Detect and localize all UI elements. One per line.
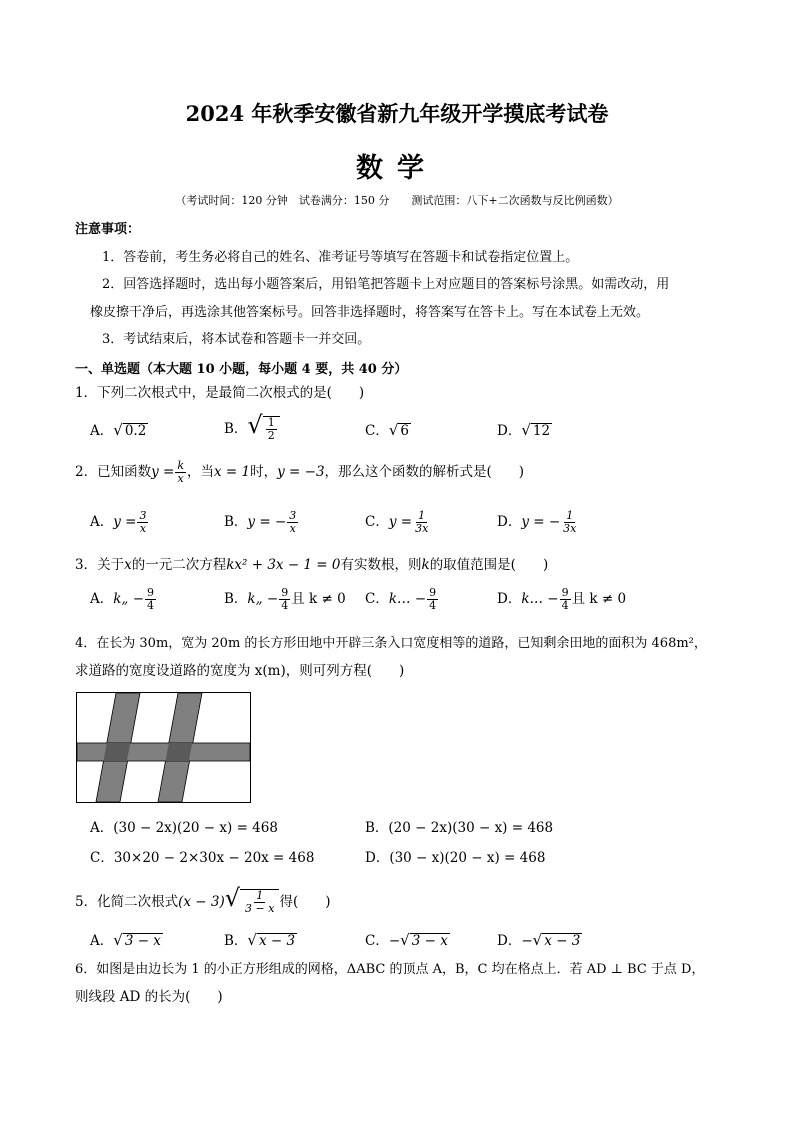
q2-option-d: D．y = − $\frac{1}{3x}$ xyxy=(497,509,577,535)
note-item: 橡皮擦干净后，再选涂其他答案标号。回答非选择题时，将答案写在答卡上。写在本试卷上无效。 xyxy=(90,305,650,320)
q5-option-c: C．−√ 3 − x xyxy=(365,931,448,949)
notes-heading: 注意事项： xyxy=(75,222,141,237)
road-overlap-1 xyxy=(104,743,131,761)
horizontal-road xyxy=(77,743,250,761)
q5-option-b: B．√ x − 3 xyxy=(224,931,296,949)
q2-option-a: A．y = $\frac{3}{x}$ xyxy=(90,509,147,535)
q4-option-d: D．(30 − x)(20 − x) = 468 xyxy=(365,850,546,866)
q4-option-c: C．30×20 − 2×30x − 20x = 468 xyxy=(90,850,315,866)
question-4-line1: 4．在长为 30m，宽为 20m 的长方形田地中开辟三条入口宽度相等的道路，已知剩余田地的面积为 468m²， xyxy=(75,636,707,651)
subject-title: 数学 xyxy=(356,153,438,184)
q1-option-b: B．√ $\frac{1}{2}$ xyxy=(224,411,280,442)
q1-option-a: A．√ 0.2 xyxy=(90,421,147,439)
section-heading: 一、单选题（本大题 10 小题，每小题 4 要，共 40 分） xyxy=(75,362,408,377)
question-5-stem: 5．化简二次根式(x − 3)√ $\frac{1}{3 - x}$ 得( ) xyxy=(75,884,331,915)
question-3-stem: 3．关于x的一元二次方程kx² + 3x − 1 = 0有实数根，则k的取值范围是( ) xyxy=(75,557,549,573)
q3-option-d: D．k… − $\frac{9}{4}$ 且 k ≠ 0 xyxy=(497,586,627,612)
q2-option-c: C．y = $\frac{1}{3x}$ xyxy=(365,509,429,535)
field-road-figure xyxy=(76,692,252,804)
note-item: 2．回答选择题时，选出每小题答案后，用铅笔把答题卡上对应题目的答案标号涂黑。如需改动，用 xyxy=(102,277,670,292)
q3-option-b: B．k„ − $\frac{9}{4}$ 且 k ≠ 0 xyxy=(224,586,346,612)
q3-option-c: C．k… − $\frac{9}{4}$ xyxy=(365,586,437,612)
question-2-stem: 2．已知函数y = $\frac{k}{x}$ ，当x = 1时，y = −3，那么这个函数的解析式是( ) xyxy=(75,459,525,485)
exam-info: （考试时间：120 分钟 试卷满分：150 分 测试范围：八下+二次函数与反比例函数） xyxy=(175,194,619,207)
question-6-line1: 6．如图是由边长为 1 的小正方形组成的网格，ΔABC 的顶点 A，B，C 均在格点上．若 AD ⊥ BC 于点 D， xyxy=(75,962,705,977)
q1-option-d: D．√ 12 xyxy=(497,421,551,439)
q3-option-a: A．k„ − $\frac{9}{4}$ xyxy=(90,586,155,612)
exam-title: 2024 年秋季安徽省新九年级开学摸底考试卷 xyxy=(185,101,609,126)
question-1-stem: 1．下列二次根式中，是最简二次根式的是( ) xyxy=(75,385,365,401)
q2-option-b: B．y = − $\frac{3}{x}$ xyxy=(224,509,297,535)
question-6-line2: 则线段 AD 的长为( ) xyxy=(75,989,223,1005)
note-item: 3．考试结束后，将本试卷和答题卡一并交回。 xyxy=(102,332,371,347)
note-item: 1．答卷前，考生务必将自己的姓名、准考证号等填写在答题卡和试卷指定位置上。 xyxy=(102,250,579,265)
q5-option-a: A．√ 3 − x xyxy=(90,931,161,949)
question-4-line2: 求道路的宽度设道路的宽度为 x(m)，则可列方程( ) xyxy=(75,663,405,679)
q1-option-c: C．√ 6 xyxy=(365,421,409,439)
q5-option-d: D．−√ x − 3 xyxy=(497,931,581,949)
q4-option-b: B．(20 − 2x)(30 − x) = 468 xyxy=(365,820,554,836)
road-overlap-2 xyxy=(166,743,193,761)
q4-option-a: A．(30 − 2x)(20 − x) = 468 xyxy=(90,820,278,836)
